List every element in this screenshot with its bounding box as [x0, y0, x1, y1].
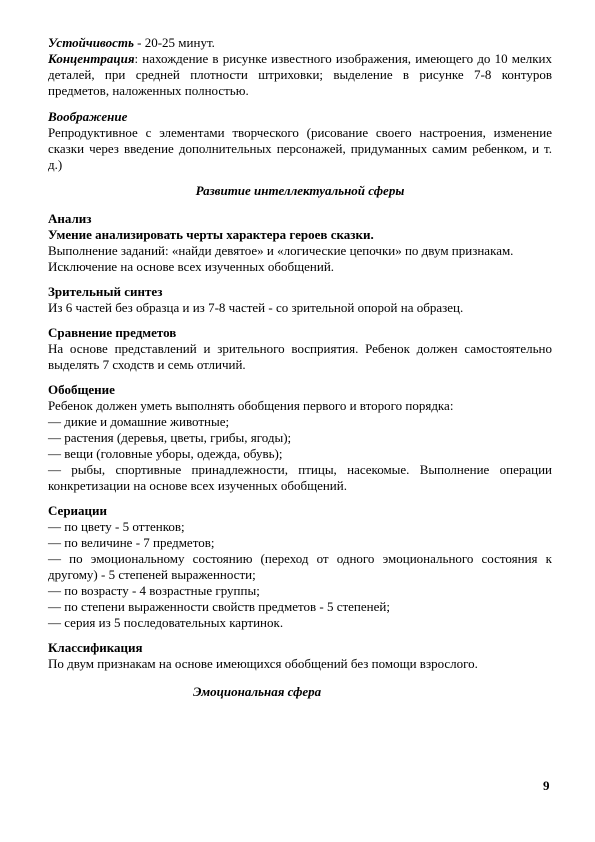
seriation-item: — по эмоциональному состоянию (переход от одного эмоционального состояния к другому) - 5 степеней выраженности;: [48, 551, 552, 582]
seriation-item: — по степени выраженности свойств предметов - 5 степеней;: [48, 599, 390, 614]
analysis-heading: Анализ: [48, 211, 92, 226]
generalization-item: — растения (деревья, цветы, грибы, ягоды);: [48, 430, 292, 445]
concentration-paragraph: [48, 51, 552, 99]
analysis-line-1: Умение анализировать черты характера героев сказки.: [48, 227, 374, 242]
imagination-heading: Воображение: [48, 109, 128, 124]
concentration-label: Концентрация: [48, 51, 135, 66]
comparison-text: На основе представлений и зрительного восприятия. Ребенок должен самостоятельно выделять 7 сходств и семь отличий.: [48, 341, 552, 372]
visual-synthesis-text: Из 6 частей без образца и из 7-8 частей - со зрительной опорой на образец.: [48, 300, 464, 315]
emotional-section-title: Эмоциональная сфера: [193, 684, 322, 699]
classification-text: По двум признакам на основе имеющихся обобщений без помощи взрослого.: [48, 656, 478, 671]
seriation-heading: Сериации: [48, 503, 108, 518]
document-page: [48, 35, 552, 700]
seriation-item: — по цвету - 5 оттенков;: [48, 519, 185, 534]
seriation-item: — серия из 5 последовательных картинок.: [48, 615, 284, 630]
seriation-item: — по величине - 7 предметов;: [48, 535, 215, 550]
classification-heading: Классификация: [48, 640, 143, 655]
generalization-heading: Обобщение: [48, 382, 115, 397]
page-number: 9: [543, 778, 550, 793]
visual-synthesis-heading: Зрительный синтез: [48, 284, 163, 299]
imagination-text: Репродуктивное с элементами творческого (рисование своего настроения, изменение сказки через введение дополнительных персонажей, придуманных самим ребенком, и т. д.): [48, 125, 552, 172]
generalization-item: — дикие и домашние животные;: [48, 414, 230, 429]
analysis-line-3: Исключение на основе всех изученных обобщений.: [48, 259, 335, 274]
generalization-item: — рыбы, спортивные принадлежности, птицы, насекомые. Выполнение операции конкретизации на основе всех изученных обобщений.: [48, 462, 552, 493]
generalization-item: — вещи (головные уборы, одежда, обувь);: [48, 446, 283, 461]
seriation-item: — по возрасту - 4 возрастные группы;: [48, 583, 260, 598]
concentration-text: : нахождение в рисунке известного изображения, имеющего до 10 мелких деталей, при средней плотности штриховки; выделение в рисунке 7-8 контуров предметов, наложенных полностью.: [48, 51, 552, 98]
stability-text: - 20-25 минут.: [133, 35, 215, 50]
generalization-intro: Ребенок должен уметь выполнять обобщения первого и второго порядка:: [48, 398, 454, 413]
intellect-section-title: Развитие интеллектуальной сферы: [195, 183, 405, 198]
stability-label: Устойчивость: [48, 35, 134, 50]
comparison-heading: Сравнение предметов: [48, 325, 177, 340]
stability-paragraph: [48, 35, 552, 51]
analysis-line-2: Выполнение заданий: «найди девятое» и «логические цепочки» по двум признакам.: [48, 243, 514, 258]
